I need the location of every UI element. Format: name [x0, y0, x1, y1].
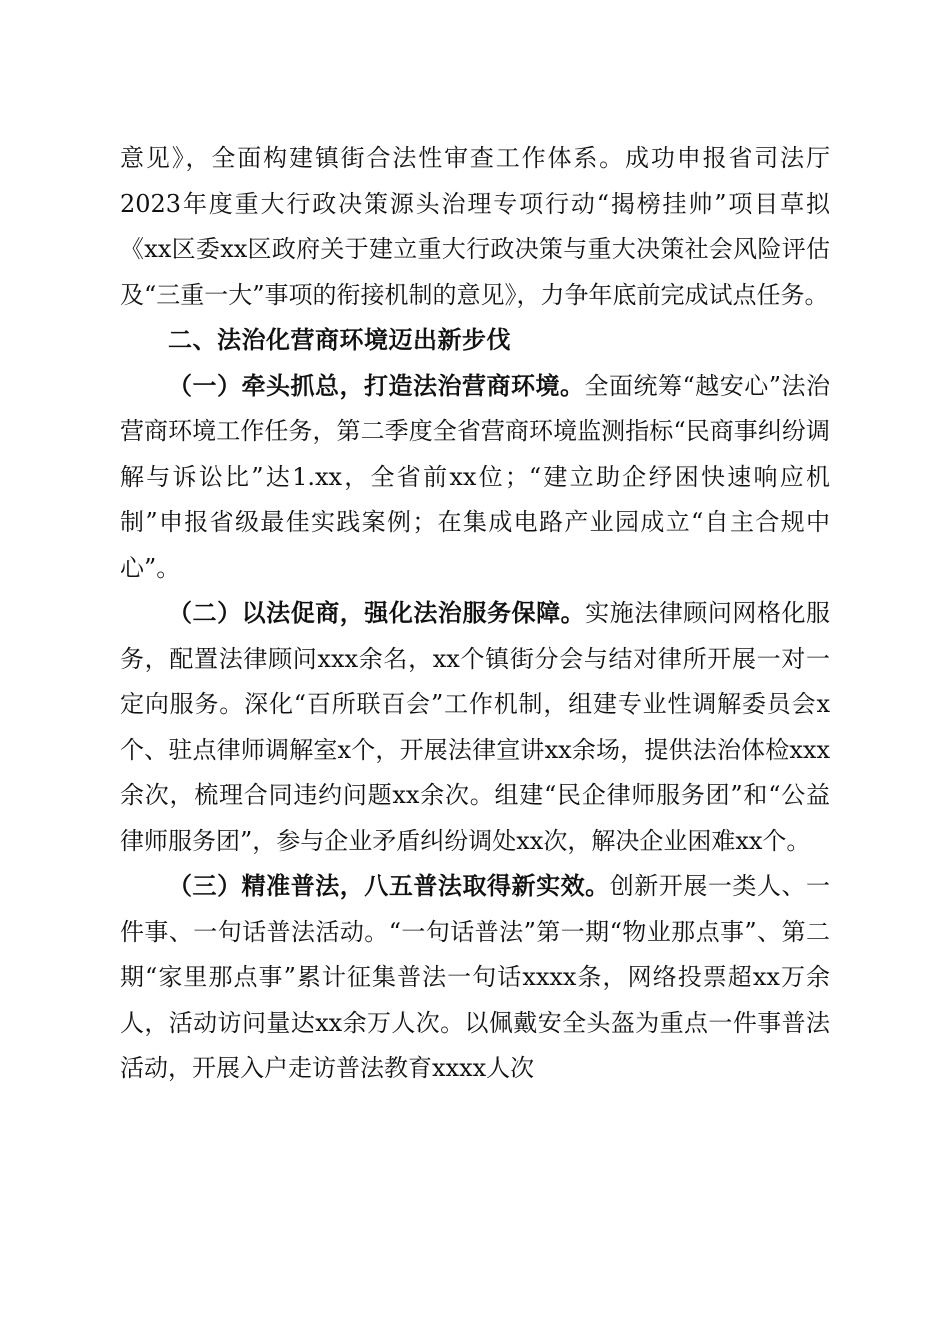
paragraph-lead: （三）精准普法，八五普法取得新实效。	[168, 872, 610, 900]
paragraph-item-3	[120, 864, 830, 1092]
paragraph-lead: （二）以法促商，强化法治服务保障。	[168, 599, 586, 627]
paragraph-body: 创新开展一类人、一件事、一句话普法活动。“一句话普法”第一期“物业那点事”、第二期“家里那点事”累计征集普法一句话xxxx条，网络投票超xx万余人，活动访问量达xx余万人次。以佩戴安全头盔为重点一件事普法活动，开展入户走访普法教育xxxx人次	[120, 872, 831, 1082]
paragraph-body: 实施法律顾问网格化服务，配置法律顾问xxx余名，xx个镇街分会与结对律所开展一对一定向服务。深化“百所联百会”工作机制，组建专业性调解委员会x个、驻点律师调解室x个，开展法律宣讲xx余场，提供法治体检xxx余次，梳理合同违约问题xx余次。组建“民企律师服务团”和“公益律师服务团”，参与企业矛盾纠纷调处xx次，解决企业困难xx个。	[120, 599, 831, 855]
paragraph-item-1	[120, 364, 830, 592]
document-body	[120, 136, 830, 1092]
paragraph-item-2	[120, 591, 830, 864]
continued-paragraph: 意见》，全面构建镇街合法性审查工作体系。成功申报省司法厅2023年度重大行政决策源头治理专项行动“揭榜挂帅”项目草拟《xx区委xx区政府关于建立重大行政决策与重大决策社会风险评估及“三重一大”事项的衔接机制的意见》，力争年底前完成试点任务。	[120, 144, 830, 309]
paragraph-body: 全面统筹“越安心”法治营商环境工作任务，第二季度全省营商环境监测指标“民商事纠纷调解与诉讼比”达1.xx，全省前xx位；“建立助企纾困快速响应机制”申报省级最佳实践案例；在集成电路产业园成立“自主合规中心”。	[120, 371, 831, 582]
paragraph-lead: （一）牵头抓总，打造法治营商环境。	[168, 371, 585, 400]
section-heading: 二、法治化营商环境迈出新步伐	[168, 326, 511, 354]
